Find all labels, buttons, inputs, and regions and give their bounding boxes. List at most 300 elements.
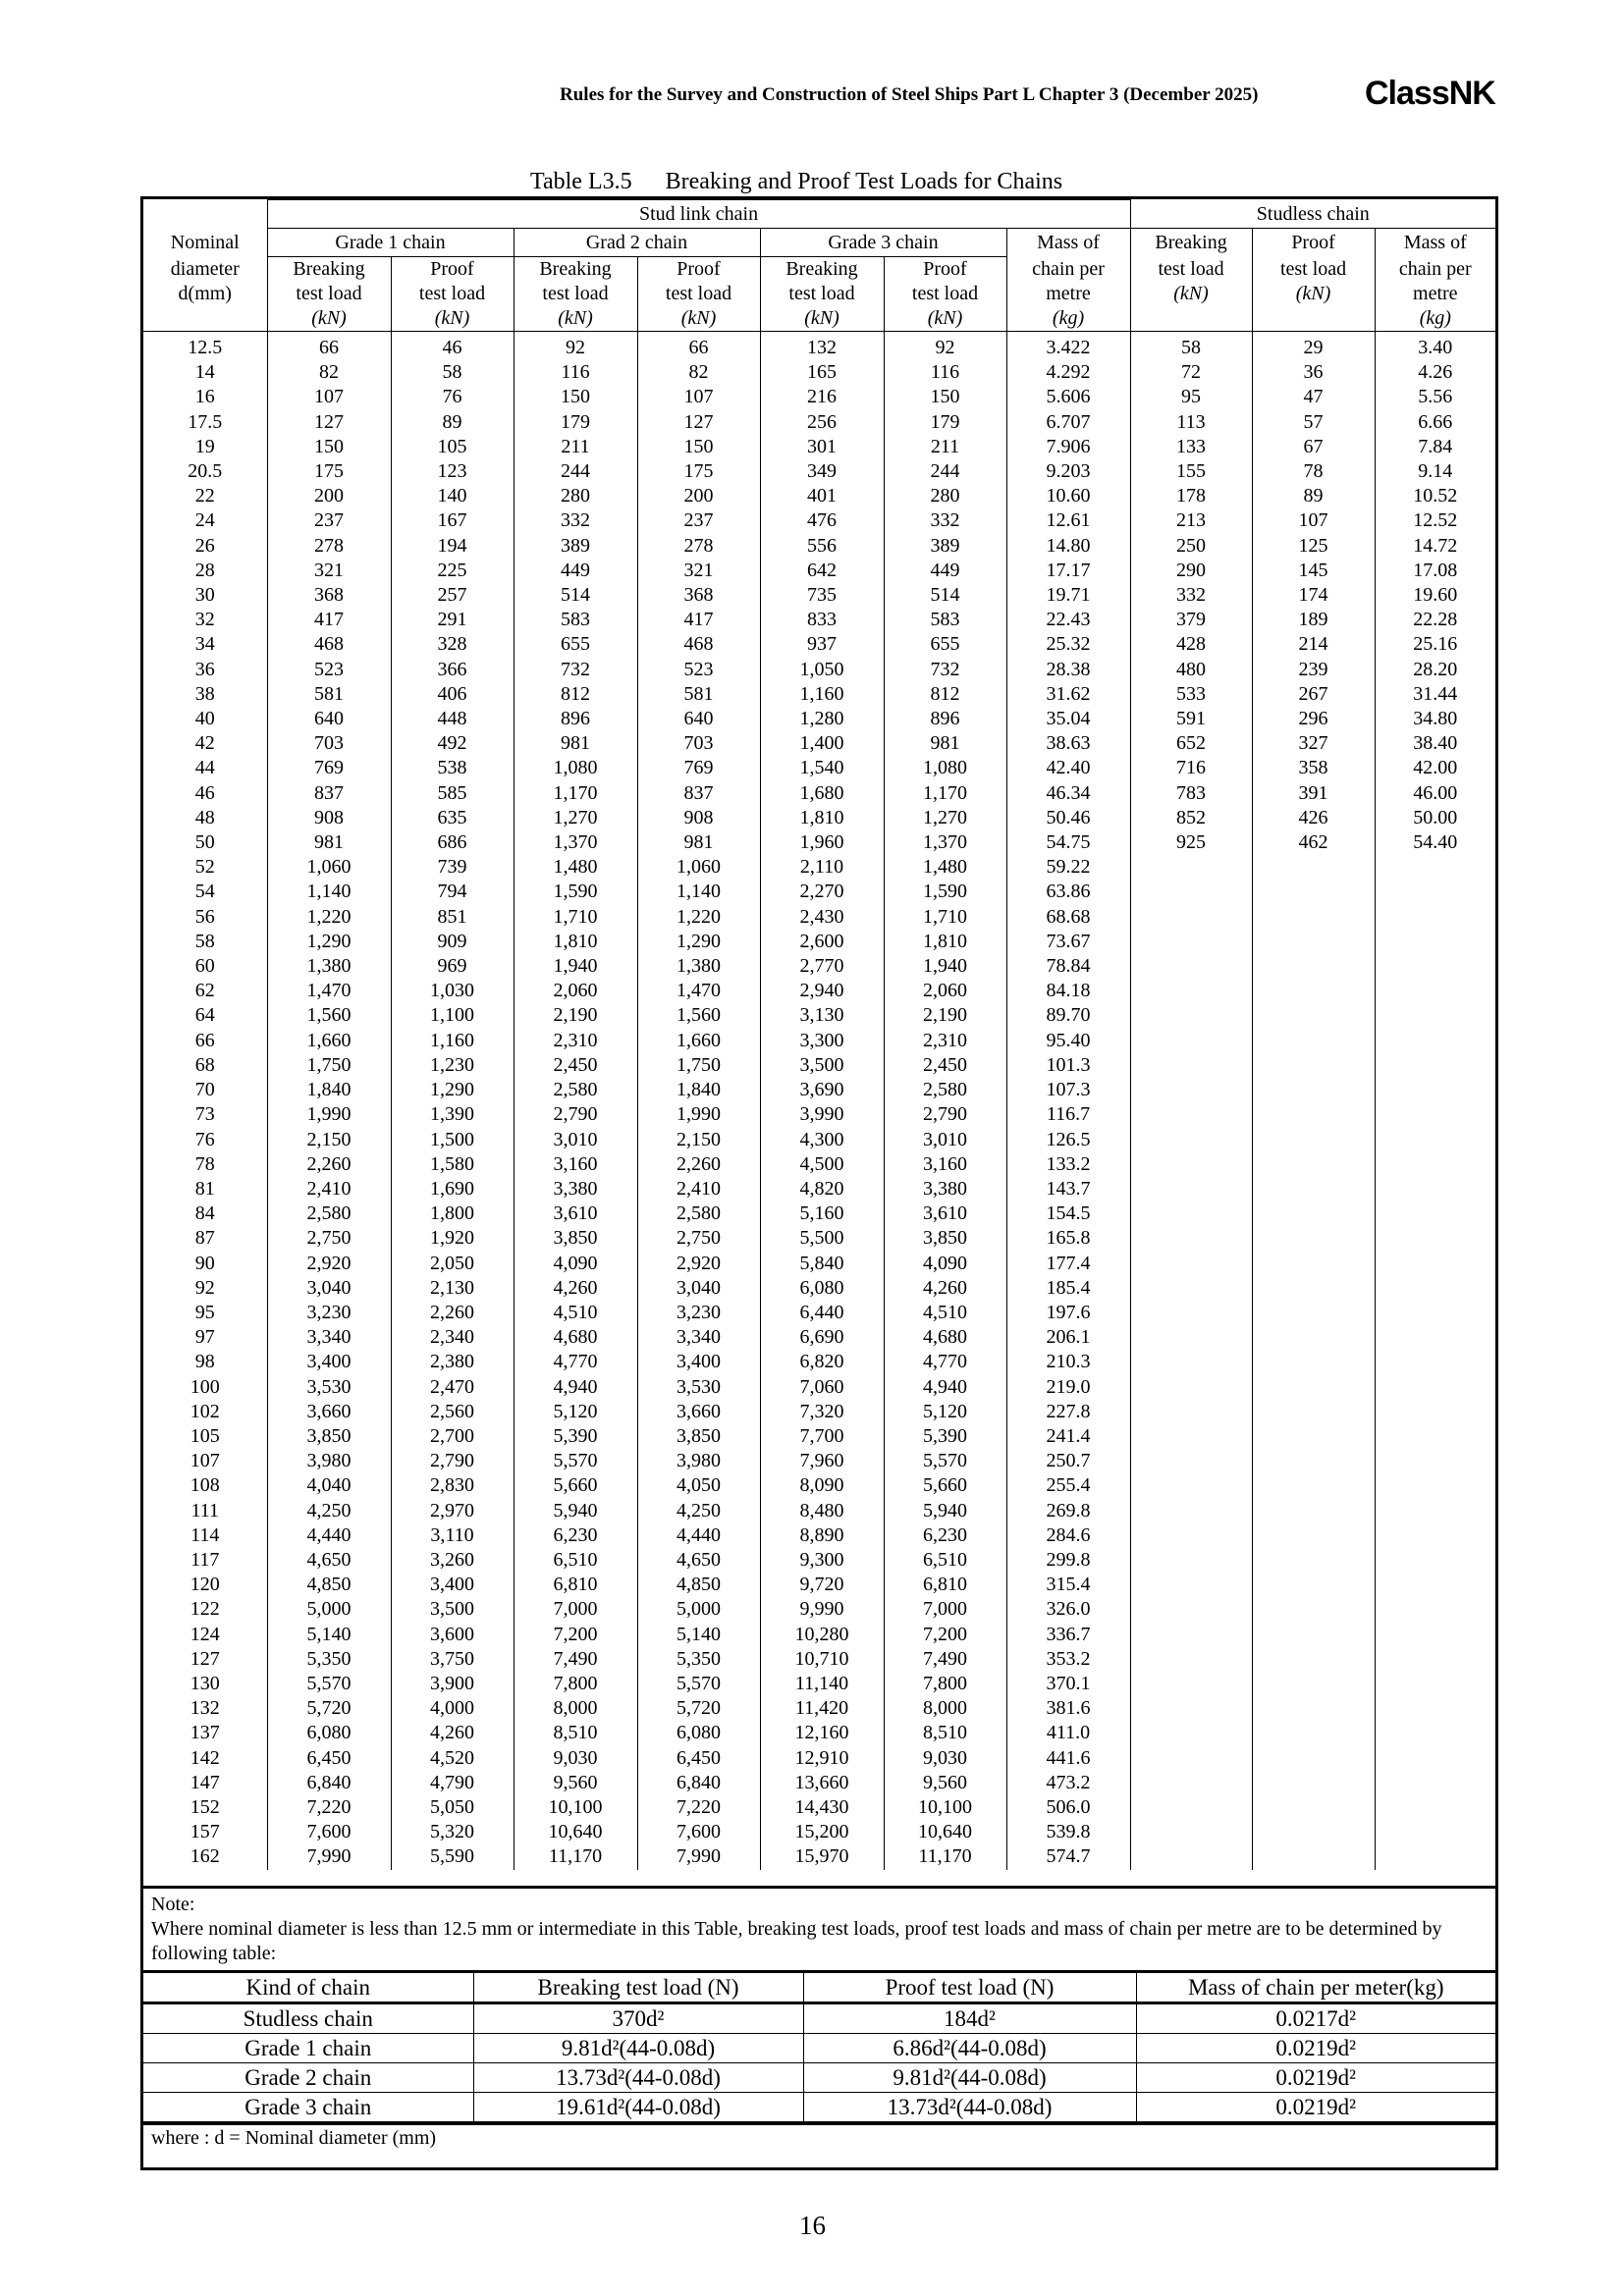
cell-studless-breaking (1130, 1053, 1252, 1078)
cell-stud-mass: 107.3 (1006, 1078, 1130, 1102)
cell-g2-proof: 2,260 (637, 1152, 760, 1177)
header-g2-proof-1: Proof (637, 257, 760, 283)
cell-g2-proof: 175 (637, 459, 760, 484)
cell-g2-breaking: 1,170 (514, 781, 637, 806)
cell-g2-breaking: 244 (514, 459, 637, 484)
cell-g2-proof: 6,840 (637, 1771, 760, 1795)
cell-studless-proof: 174 (1252, 583, 1375, 608)
cell-nominal-diameter: 97 (143, 1325, 267, 1350)
cell-g3-proof: 514 (884, 583, 1006, 608)
cell-g3-proof: 732 (884, 658, 1006, 682)
cell-g1-proof: 406 (391, 682, 514, 707)
formula-header-mass: Mass of chain per meter(kg) (1136, 1972, 1495, 2003)
cell-g2-proof: 837 (637, 781, 760, 806)
cell-g1-proof: 3,600 (391, 1623, 514, 1647)
cell-g2-proof: 107 (637, 385, 760, 409)
cell-g2-breaking: 9,560 (514, 1771, 637, 1795)
formula-mass: 0.0219d² (1136, 2093, 1495, 2122)
cell-nominal-diameter: 26 (143, 534, 267, 559)
cell-g3-breaking: 833 (760, 608, 884, 632)
cell-stud-mass: 22.43 (1006, 608, 1130, 632)
table-row (143, 1820, 1495, 1844)
cell-g2-proof: 4,050 (637, 1473, 760, 1498)
cell-g2-proof: 417 (637, 608, 760, 632)
cell-g3-breaking: 8,480 (760, 1499, 884, 1523)
cell-stud-mass: 101.3 (1006, 1053, 1130, 1078)
table-row (143, 658, 1495, 682)
header-sl-proof-4 (1252, 306, 1375, 332)
cell-g2-breaking: 7,800 (514, 1672, 637, 1696)
cell-studless-proof: 391 (1252, 781, 1375, 806)
cell-nominal-diameter: 114 (143, 1523, 267, 1548)
cell-g2-breaking: 5,940 (514, 1499, 637, 1523)
cell-nominal-diameter: 111 (143, 1499, 267, 1523)
cell-studless-mass: 54.40 (1375, 830, 1495, 855)
header-g3-breaking-unit: (kN) (760, 306, 884, 332)
cell-g3-proof: 7,490 (884, 1647, 1006, 1672)
cell-g1-proof: 76 (391, 385, 514, 409)
cell-g1-proof: 492 (391, 731, 514, 756)
cell-nominal-diameter: 66 (143, 1029, 267, 1053)
cell-g3-proof: 179 (884, 410, 1006, 435)
cell-g3-breaking: 2,600 (760, 930, 884, 954)
cell-stud-mass: 269.8 (1006, 1499, 1130, 1523)
cell-nominal-diameter: 132 (143, 1696, 267, 1721)
cell-g1-breaking: 3,230 (267, 1301, 391, 1325)
cell-studless-mass (1375, 954, 1495, 979)
cell-g1-proof: 1,030 (391, 979, 514, 1003)
cell-g2-breaking: 4,510 (514, 1301, 637, 1325)
cell-stud-mass: 68.68 (1006, 905, 1130, 930)
cell-studless-proof (1252, 1003, 1375, 1028)
cell-g3-breaking: 4,300 (760, 1128, 884, 1152)
cell-nominal-diameter: 157 (143, 1820, 267, 1844)
cell-studless-proof (1252, 1400, 1375, 1424)
cell-stud-mass: 12.61 (1006, 508, 1130, 533)
cell-g2-proof: 3,530 (637, 1375, 760, 1400)
header-g2-proof-unit: (kN) (637, 306, 760, 332)
cell-g1-proof: 794 (391, 880, 514, 904)
cell-studless-breaking (1130, 1820, 1252, 1844)
cell-studless-breaking: 133 (1130, 435, 1252, 459)
cell-g3-breaking: 9,720 (760, 1573, 884, 1597)
cell-studless-mass (1375, 1226, 1495, 1251)
cell-g1-breaking: 5,720 (267, 1696, 391, 1721)
header-g1-proof-1: Proof (391, 257, 514, 283)
cell-studless-breaking: 290 (1130, 559, 1252, 583)
cell-g2-proof: 1,470 (637, 979, 760, 1003)
cell-stud-mass: 50.46 (1006, 806, 1130, 830)
cell-stud-mass: 7.906 (1006, 435, 1130, 459)
cell-stud-mass: 31.62 (1006, 682, 1130, 707)
cell-studless-breaking: 925 (1130, 830, 1252, 855)
cell-stud-mass: 165.8 (1006, 1226, 1130, 1251)
cell-studless-breaking (1130, 1003, 1252, 1028)
cell-g2-proof: 1,140 (637, 880, 760, 904)
cell-g1-proof: 1,160 (391, 1029, 514, 1053)
cell-g2-breaking: 2,580 (514, 1078, 637, 1102)
cell-g2-breaking: 1,590 (514, 880, 637, 904)
cell-g2-proof: 1,290 (637, 930, 760, 954)
cell-g3-proof: 981 (884, 731, 1006, 756)
cell-stud-mass: 38.63 (1006, 731, 1130, 756)
table-row (143, 1301, 1495, 1325)
cell-g3-breaking: 8,890 (760, 1523, 884, 1548)
cell-g2-breaking: 150 (514, 385, 637, 409)
cell-nominal-diameter: 122 (143, 1597, 267, 1622)
cell-g3-breaking: 15,200 (760, 1820, 884, 1844)
formula-mass: 0.0217d² (1136, 2003, 1495, 2034)
formula-header-breaking: Breaking test load (N) (473, 1972, 803, 2003)
cell-g3-breaking: 132 (760, 332, 884, 361)
cell-g2-proof: 1,560 (637, 1003, 760, 1028)
header-g2-breaking-2: test load (514, 282, 637, 306)
cell-g3-breaking: 3,130 (760, 1003, 884, 1028)
cell-studless-breaking (1130, 1647, 1252, 1672)
cell-g2-breaking: 514 (514, 583, 637, 608)
cell-g2-breaking: 1,080 (514, 756, 637, 780)
cell-studless-breaking (1130, 1375, 1252, 1400)
table-row (143, 559, 1495, 583)
cell-studless-mass: 5.56 (1375, 385, 1495, 409)
cell-g2-proof: 278 (637, 534, 760, 559)
cell-g2-breaking: 2,450 (514, 1053, 637, 1078)
cell-g3-proof: 6,230 (884, 1523, 1006, 1548)
cell-g3-breaking: 216 (760, 385, 884, 409)
cell-g2-proof: 908 (637, 806, 760, 830)
cell-studless-mass: 14.72 (1375, 534, 1495, 559)
cell-nominal-diameter: 58 (143, 930, 267, 954)
cell-g2-proof: 7,990 (637, 1844, 760, 1869)
cell-g3-proof: 10,640 (884, 1820, 1006, 1844)
formula-proof: 184d² (803, 2003, 1136, 2034)
cell-studless-proof (1252, 954, 1375, 979)
cell-studless-proof (1252, 979, 1375, 1003)
cell-studless-mass (1375, 855, 1495, 880)
cell-studless-mass (1375, 1672, 1495, 1696)
cell-studless-mass (1375, 1623, 1495, 1647)
cell-studless-proof (1252, 1771, 1375, 1795)
cell-g2-proof: 150 (637, 435, 760, 459)
cell-g1-proof: 2,560 (391, 1400, 514, 1424)
cell-nominal-diameter: 16 (143, 385, 267, 409)
cell-stud-mass: 219.0 (1006, 1375, 1130, 1400)
cell-g3-proof: 1,080 (884, 756, 1006, 780)
cell-stud-mass: 73.67 (1006, 930, 1130, 954)
cell-g3-breaking: 3,990 (760, 1102, 884, 1127)
cell-stud-mass: 506.0 (1006, 1795, 1130, 1820)
cell-g1-proof: 2,790 (391, 1449, 514, 1473)
cell-stud-mass: 353.2 (1006, 1647, 1130, 1672)
header-g3-proof-unit: (kN) (884, 306, 1006, 332)
cell-g1-proof: 2,260 (391, 1301, 514, 1325)
cell-g2-breaking: 1,810 (514, 930, 637, 954)
cell-nominal-diameter: 17.5 (143, 410, 267, 435)
cell-g3-proof: 1,590 (884, 880, 1006, 904)
cell-studless-mass (1375, 1325, 1495, 1350)
cell-g2-breaking: 1,270 (514, 806, 637, 830)
header-nominal-1: Nominal (143, 229, 267, 257)
cell-studless-proof (1252, 1672, 1375, 1696)
cell-g1-proof: 167 (391, 508, 514, 533)
header-g1-breaking-unit: (kN) (267, 306, 391, 332)
cell-g2-breaking: 1,710 (514, 905, 637, 930)
cell-g3-proof: 1,940 (884, 954, 1006, 979)
cell-nominal-diameter: 95 (143, 1301, 267, 1325)
cell-g3-proof: 389 (884, 534, 1006, 559)
table-row (143, 1078, 1495, 1102)
cell-g1-breaking: 107 (267, 385, 391, 409)
cell-g1-breaking: 1,060 (267, 855, 391, 880)
cell-g2-breaking: 4,680 (514, 1325, 637, 1350)
cell-g3-proof: 150 (884, 385, 1006, 409)
cell-g1-proof: 3,500 (391, 1597, 514, 1622)
cell-studless-mass (1375, 1523, 1495, 1548)
cell-g3-breaking: 7,320 (760, 1400, 884, 1424)
cell-g3-proof: 5,390 (884, 1424, 1006, 1449)
cell-studless-mass: 31.44 (1375, 682, 1495, 707)
table-row (143, 830, 1495, 855)
cell-g2-proof: 523 (637, 658, 760, 682)
cell-g3-breaking: 9,300 (760, 1548, 884, 1573)
cell-nominal-diameter: 81 (143, 1177, 267, 1201)
cell-g1-proof: 1,690 (391, 1177, 514, 1201)
cell-g2-breaking: 1,370 (514, 830, 637, 855)
cell-studless-breaking (1130, 1201, 1252, 1226)
cell-studless-proof: 239 (1252, 658, 1375, 682)
cell-g1-breaking: 981 (267, 830, 391, 855)
formula-breaking: 370d² (473, 2003, 803, 2034)
cell-stud-mass: 95.40 (1006, 1029, 1130, 1053)
cell-g2-proof: 5,720 (637, 1696, 760, 1721)
cell-g1-proof: 1,800 (391, 1201, 514, 1226)
cell-stud-mass: 4.292 (1006, 360, 1130, 385)
cell-g1-proof: 194 (391, 534, 514, 559)
cell-g1-breaking: 581 (267, 682, 391, 707)
cell-g1-breaking: 703 (267, 731, 391, 756)
cell-stud-mass: 177.4 (1006, 1252, 1130, 1276)
cell-stud-mass: 46.34 (1006, 781, 1130, 806)
cell-g1-proof: 585 (391, 781, 514, 806)
table-row (143, 410, 1495, 435)
cell-g1-proof: 2,830 (391, 1473, 514, 1498)
header-g2-breaking-1: Breaking (514, 257, 637, 283)
cell-stud-mass: 78.84 (1006, 954, 1130, 979)
table-row (143, 1795, 1495, 1820)
cell-stud-mass: 315.4 (1006, 1573, 1130, 1597)
cell-g1-proof: 2,340 (391, 1325, 514, 1350)
cell-g3-proof: 3,160 (884, 1152, 1006, 1177)
cell-g2-breaking: 5,390 (514, 1424, 637, 1449)
table-row (143, 534, 1495, 559)
cell-g2-proof: 2,920 (637, 1252, 760, 1276)
cell-studless-proof (1252, 1499, 1375, 1523)
cell-g2-breaking: 2,310 (514, 1029, 637, 1053)
cell-g1-breaking: 7,600 (267, 1820, 391, 1844)
cell-stud-mass: 154.5 (1006, 1201, 1130, 1226)
cell-stud-mass: 9.203 (1006, 459, 1130, 484)
cell-g1-proof: 89 (391, 410, 514, 435)
cell-g3-breaking: 4,820 (760, 1177, 884, 1201)
cell-stud-mass: 227.8 (1006, 1400, 1130, 1424)
cell-g1-proof: 969 (391, 954, 514, 979)
cell-g2-breaking: 5,120 (514, 1400, 637, 1424)
header-g1-breaking-2: test load (267, 282, 391, 306)
cell-g2-proof: 769 (637, 756, 760, 780)
cell-stud-mass: 14.80 (1006, 534, 1130, 559)
cell-studless-mass: 10.52 (1375, 484, 1495, 508)
cell-studless-mass (1375, 1252, 1495, 1276)
cell-studless-breaking: 178 (1130, 484, 1252, 508)
note-text: Where nominal diameter is less than 12.5 mm or intermediate in this Table, breaking test loads, proof test loads and mass of chain per metre are to be determined by following table: (151, 1918, 1442, 1964)
cell-g1-breaking: 1,840 (267, 1078, 391, 1102)
cell-g2-breaking: 3,380 (514, 1177, 637, 1201)
cell-g2-proof: 3,850 (637, 1424, 760, 1449)
cell-g1-proof: 1,390 (391, 1102, 514, 1127)
cell-nominal-diameter: 46 (143, 781, 267, 806)
cell-g3-breaking: 6,820 (760, 1350, 884, 1374)
cell-studless-mass (1375, 1449, 1495, 1473)
table-row (143, 1029, 1495, 1053)
cell-stud-mass: 336.7 (1006, 1623, 1130, 1647)
cell-g3-proof: 2,190 (884, 1003, 1006, 1028)
cell-stud-mass: 255.4 (1006, 1473, 1130, 1498)
cell-g2-breaking: 6,230 (514, 1523, 637, 1548)
note-label: Note: (151, 1894, 195, 1915)
cell-stud-mass: 84.18 (1006, 979, 1130, 1003)
cell-g3-proof: 11,170 (884, 1844, 1006, 1869)
cell-g3-breaking: 301 (760, 435, 884, 459)
cell-stud-mass: 59.22 (1006, 855, 1130, 880)
cell-stud-mass: 241.4 (1006, 1424, 1130, 1449)
cell-g3-proof: 116 (884, 360, 1006, 385)
cell-studless-mass (1375, 1400, 1495, 1424)
cell-g2-breaking: 9,030 (514, 1746, 637, 1771)
cell-studless-proof (1252, 1128, 1375, 1152)
cell-studless-breaking: 852 (1130, 806, 1252, 830)
header-g1-breaking-1: Breaking (267, 257, 391, 283)
header-sl-breaking-unit: (kN) (1130, 282, 1252, 306)
cell-nominal-diameter: 32 (143, 608, 267, 632)
cell-g3-proof: 6,810 (884, 1573, 1006, 1597)
cell-g3-breaking: 3,500 (760, 1053, 884, 1078)
cell-g2-breaking: 7,200 (514, 1623, 637, 1647)
header-mass-unit: (kg) (1006, 306, 1130, 332)
cell-g1-proof: 2,970 (391, 1499, 514, 1523)
cell-g2-proof: 1,750 (637, 1053, 760, 1078)
cell-g1-breaking: 175 (267, 459, 391, 484)
cell-studless-breaking (1130, 1400, 1252, 1424)
cell-studless-proof: 47 (1252, 385, 1375, 409)
cell-g1-proof: 4,790 (391, 1771, 514, 1795)
cell-g2-proof: 5,000 (637, 1597, 760, 1622)
cell-stud-mass: 25.32 (1006, 632, 1130, 657)
table-row (143, 1424, 1495, 1449)
formula-breaking: 13.73d²(44-0.08d) (473, 2063, 803, 2093)
cell-g3-breaking: 256 (760, 410, 884, 435)
cell-studless-mass: 19.60 (1375, 583, 1495, 608)
cell-g3-proof: 244 (884, 459, 1006, 484)
cell-g1-breaking: 1,140 (267, 880, 391, 904)
cell-nominal-diameter: 40 (143, 707, 267, 731)
cell-studless-proof (1252, 1152, 1375, 1177)
cell-g1-proof: 739 (391, 855, 514, 880)
cell-g2-proof: 5,570 (637, 1672, 760, 1696)
cell-g2-breaking: 8,510 (514, 1721, 637, 1745)
header-g3-proof-1: Proof (884, 257, 1006, 283)
table-number: Table L3.5 (530, 169, 632, 194)
cell-studless-mass (1375, 1746, 1495, 1771)
cell-nominal-diameter: 42 (143, 731, 267, 756)
table-body (143, 332, 1495, 1870)
cell-studless-mass (1375, 1078, 1495, 1102)
cell-g2-proof: 981 (637, 830, 760, 855)
cell-nominal-diameter: 108 (143, 1473, 267, 1498)
table-row (143, 1573, 1495, 1597)
formula-table (143, 1970, 1495, 2122)
cell-g2-breaking: 179 (514, 410, 637, 435)
cell-nominal-diameter: 30 (143, 583, 267, 608)
cell-nominal-diameter: 19 (143, 435, 267, 459)
cell-studless-proof: 125 (1252, 534, 1375, 559)
cell-studless-breaking (1130, 1252, 1252, 1276)
cell-g2-breaking: 449 (514, 559, 637, 583)
cell-stud-mass: 411.0 (1006, 1721, 1130, 1745)
cell-g3-proof: 6,510 (884, 1548, 1006, 1573)
table-row (143, 806, 1495, 830)
cell-nominal-diameter: 36 (143, 658, 267, 682)
cell-g1-breaking: 127 (267, 410, 391, 435)
cell-nominal-diameter: 84 (143, 1201, 267, 1226)
cell-studless-proof (1252, 1647, 1375, 1672)
cell-g1-proof: 3,750 (391, 1647, 514, 1672)
cell-studless-mass: 4.26 (1375, 360, 1495, 385)
cell-g2-breaking: 7,490 (514, 1647, 637, 1672)
cell-studless-proof (1252, 1573, 1375, 1597)
cell-g3-proof: 1,370 (884, 830, 1006, 855)
cell-studless-breaking (1130, 954, 1252, 979)
cell-studless-breaking: 95 (1130, 385, 1252, 409)
cell-g3-proof: 4,090 (884, 1252, 1006, 1276)
header-sl-breaking-2: test load (1130, 257, 1252, 283)
cell-g3-breaking: 349 (760, 459, 884, 484)
cell-studless-mass: 3.40 (1375, 332, 1495, 361)
cell-studless-proof (1252, 1325, 1375, 1350)
cell-g2-breaking: 6,510 (514, 1548, 637, 1573)
cell-nominal-diameter: 120 (143, 1573, 267, 1597)
cell-g2-proof: 4,650 (637, 1548, 760, 1573)
cell-nominal-diameter: 38 (143, 682, 267, 707)
cell-g1-breaking: 3,850 (267, 1424, 391, 1449)
cell-g1-breaking: 1,750 (267, 1053, 391, 1078)
cell-g1-breaking: 6,080 (267, 1721, 391, 1745)
header-sl-mass-3: metre (1375, 282, 1495, 306)
cell-g1-proof: 105 (391, 435, 514, 459)
cell-g3-breaking: 1,810 (760, 806, 884, 830)
cell-g1-breaking: 7,990 (267, 1844, 391, 1869)
header-g2-proof-2: test load (637, 282, 760, 306)
cell-g2-proof: 2,150 (637, 1128, 760, 1152)
header-sl-mass-1: Mass of (1375, 229, 1495, 257)
table-row (143, 360, 1495, 385)
cell-g3-breaking: 6,080 (760, 1276, 884, 1301)
table-row (143, 1177, 1495, 1201)
cell-nominal-diameter: 12.5 (143, 332, 267, 361)
cell-stud-mass: 539.8 (1006, 1820, 1130, 1844)
table-row (143, 954, 1495, 979)
cell-g2-breaking: 3,850 (514, 1226, 637, 1251)
cell-g3-breaking: 401 (760, 484, 884, 508)
